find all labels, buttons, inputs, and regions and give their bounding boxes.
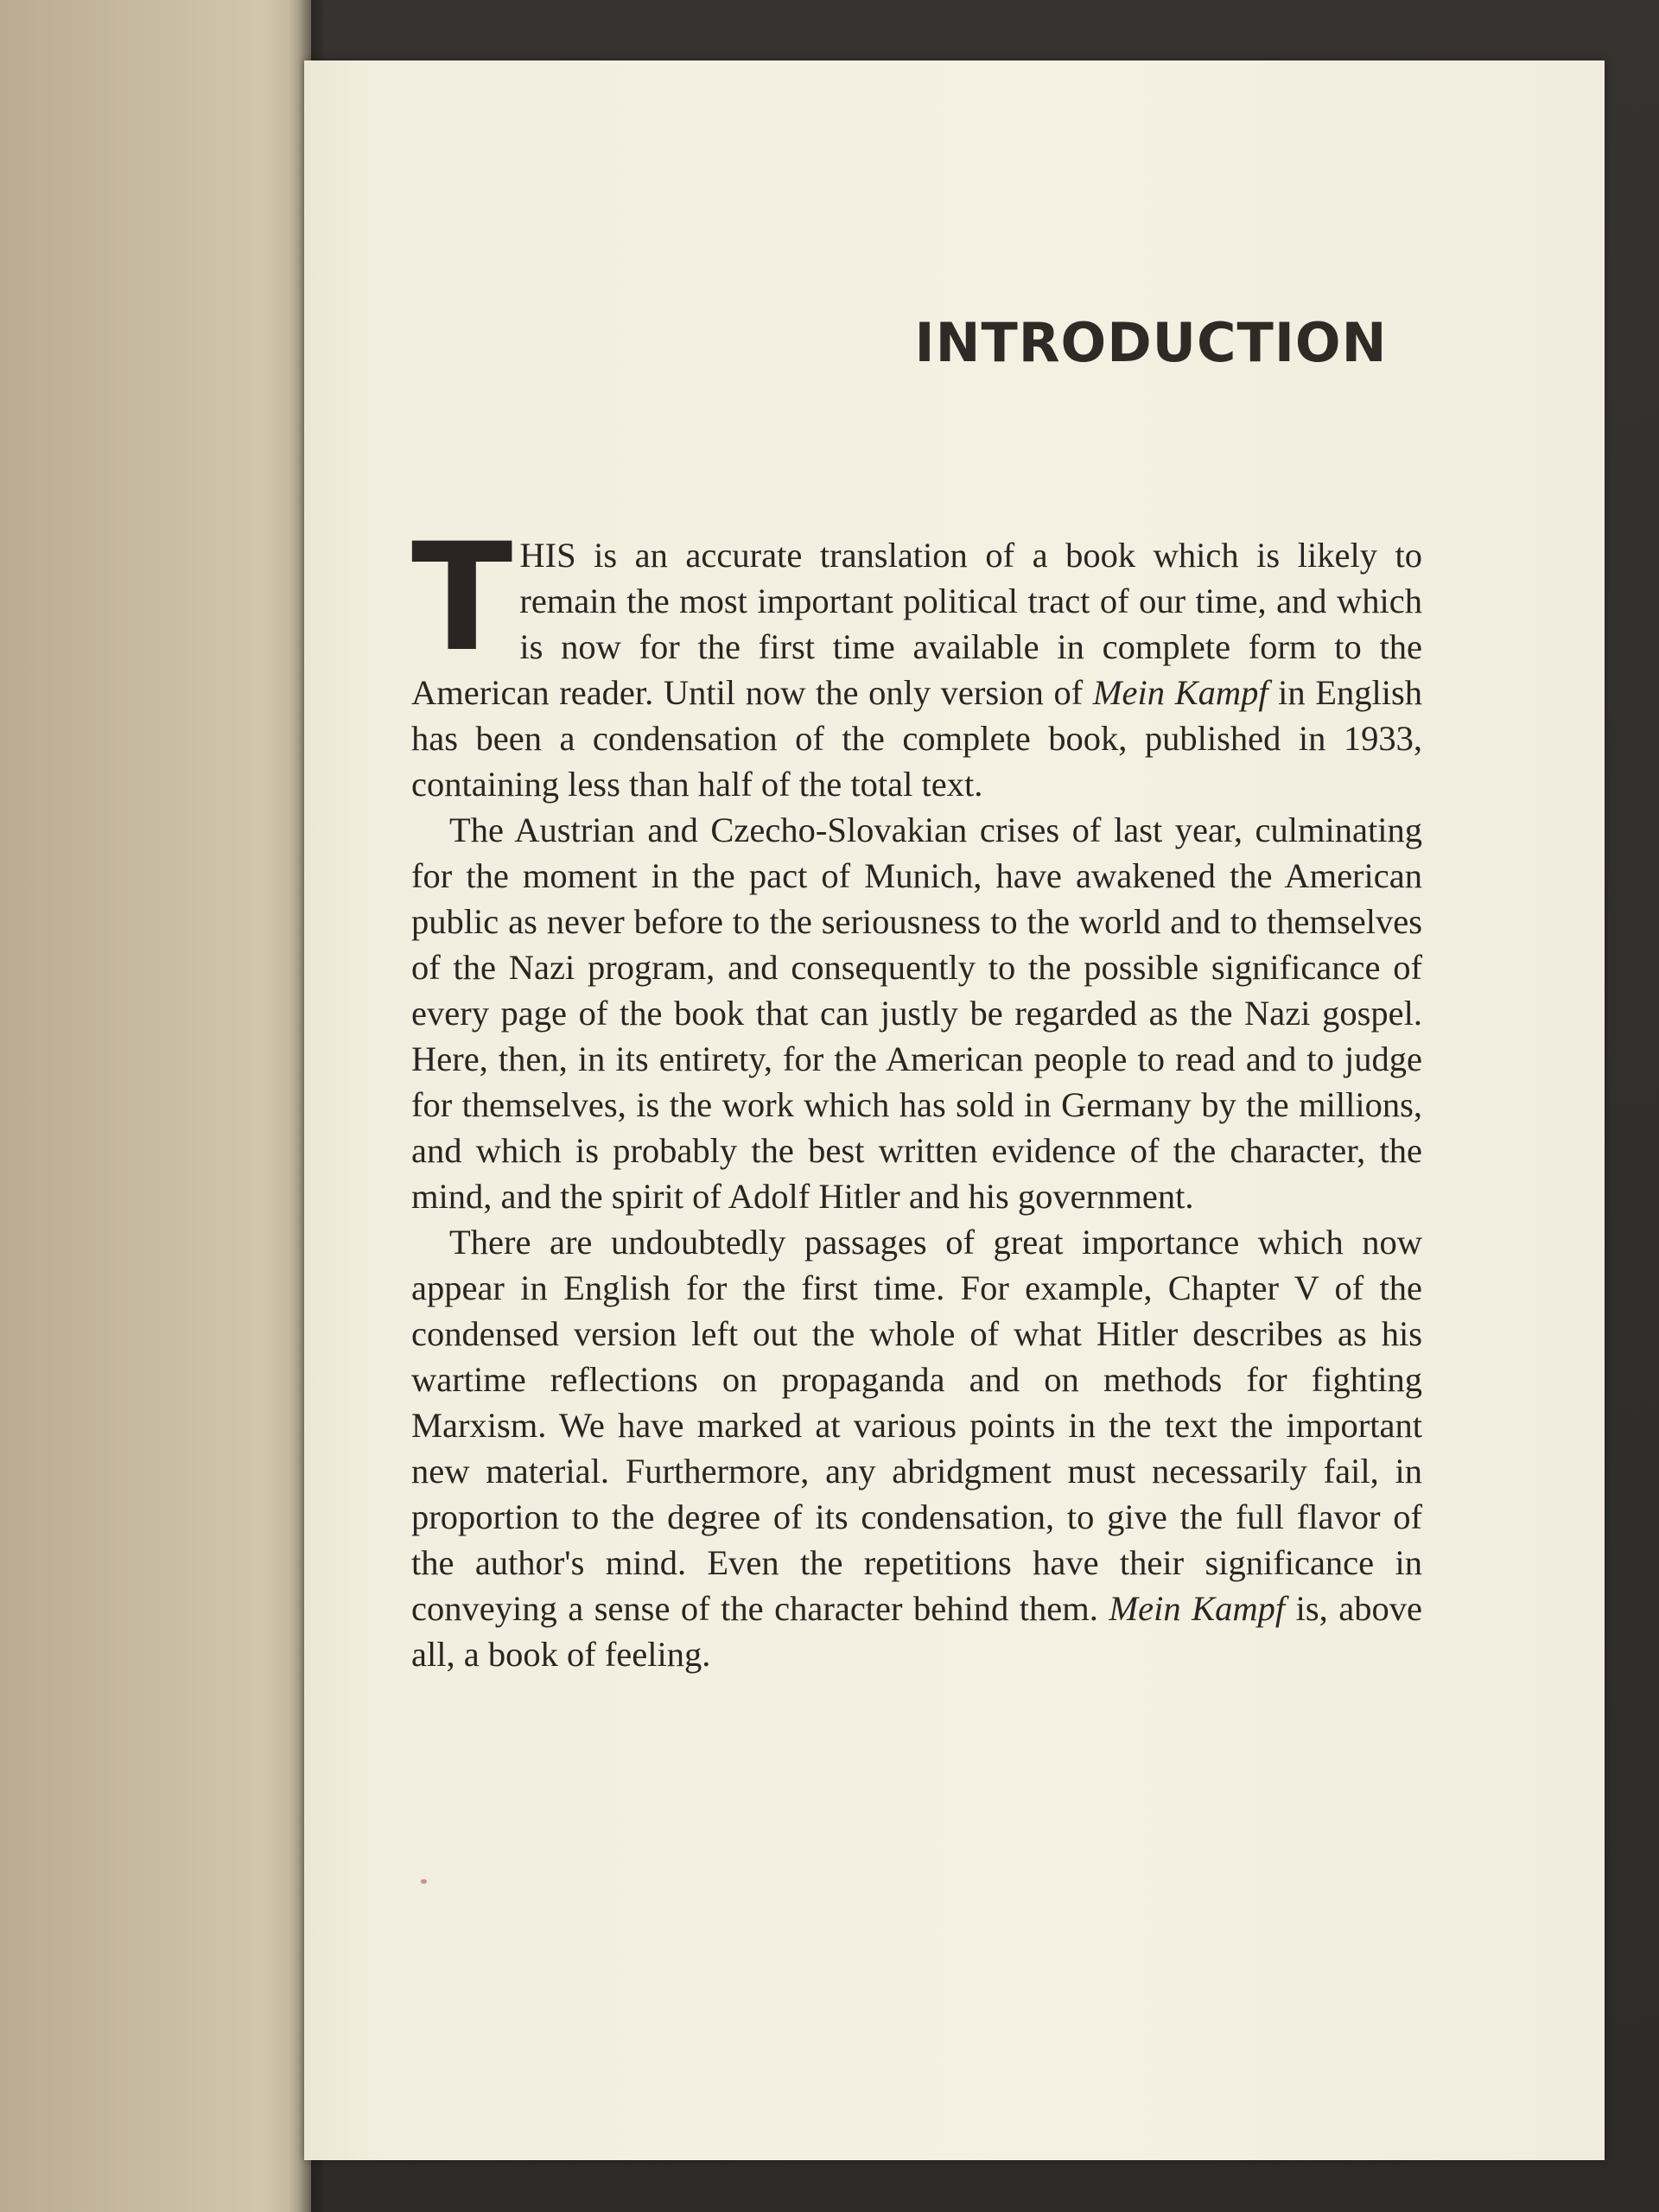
- left-facing-page: [0, 0, 311, 2212]
- paper-speck: [421, 1879, 427, 1884]
- body-text: [411, 511, 1423, 1677]
- paragraph-1-lead: HIS is an accurate translation of a book which is likely to remain the most important political tract of our time, and which is now for the first time available in complete form to the American reader. Until now the only version of: [411, 536, 1422, 712]
- book-page: [304, 60, 1605, 2160]
- paragraph-3-tail: is, above all, a book of feeling.: [411, 1589, 1423, 1674]
- paragraph-1-title: Mein Kampf: [1092, 673, 1268, 712]
- paragraph-3-lead: There are undoubtedly passages of great importance which now appear in English for the first time. For example, Chapter V of the condensed version left out the whole of what Hitler describes as his wartime reflections on propaganda and on methods for fighting Marxism. We have marked at various points in the text the important new material. Furthermore, any abridgment must necessarily fail, in proportion to the degree of its condensation, to give the full flavor of the author's mind. Even the repetitions have their significance in conveying a sense of the character behind them.: [411, 1223, 1422, 1628]
- paragraph-1: [411, 511, 1423, 807]
- paragraph-1-tail: in English has been a condensation of the complete book, published in 1933, containing less than half of the total text.: [411, 673, 1423, 804]
- page-heading: INTRODUCTION: [914, 311, 1388, 374]
- paragraph-3-title: Mein Kampf: [1109, 1589, 1286, 1628]
- paragraph-3: [411, 1219, 1422, 1677]
- drop-cap: T: [411, 511, 513, 684]
- paragraph-2: The Austrian and Czecho-Slovakian crises of last year, culminating for the moment in the pact of Munich, have awakened the American public as never before to the seriousness to the world and to themselves of the Nazi program, and consequently to the possible significance of every page of the book that can justly be regarded as the Nazi gospel. Here, then, in its entirety, for the American people to read and to judge for themselves, is the work which has sold in Germany by the millions, and which is probably the best written evidence of the character, the mind, and the spirit of Adolf Hitler and his government.: [411, 810, 1422, 1216]
